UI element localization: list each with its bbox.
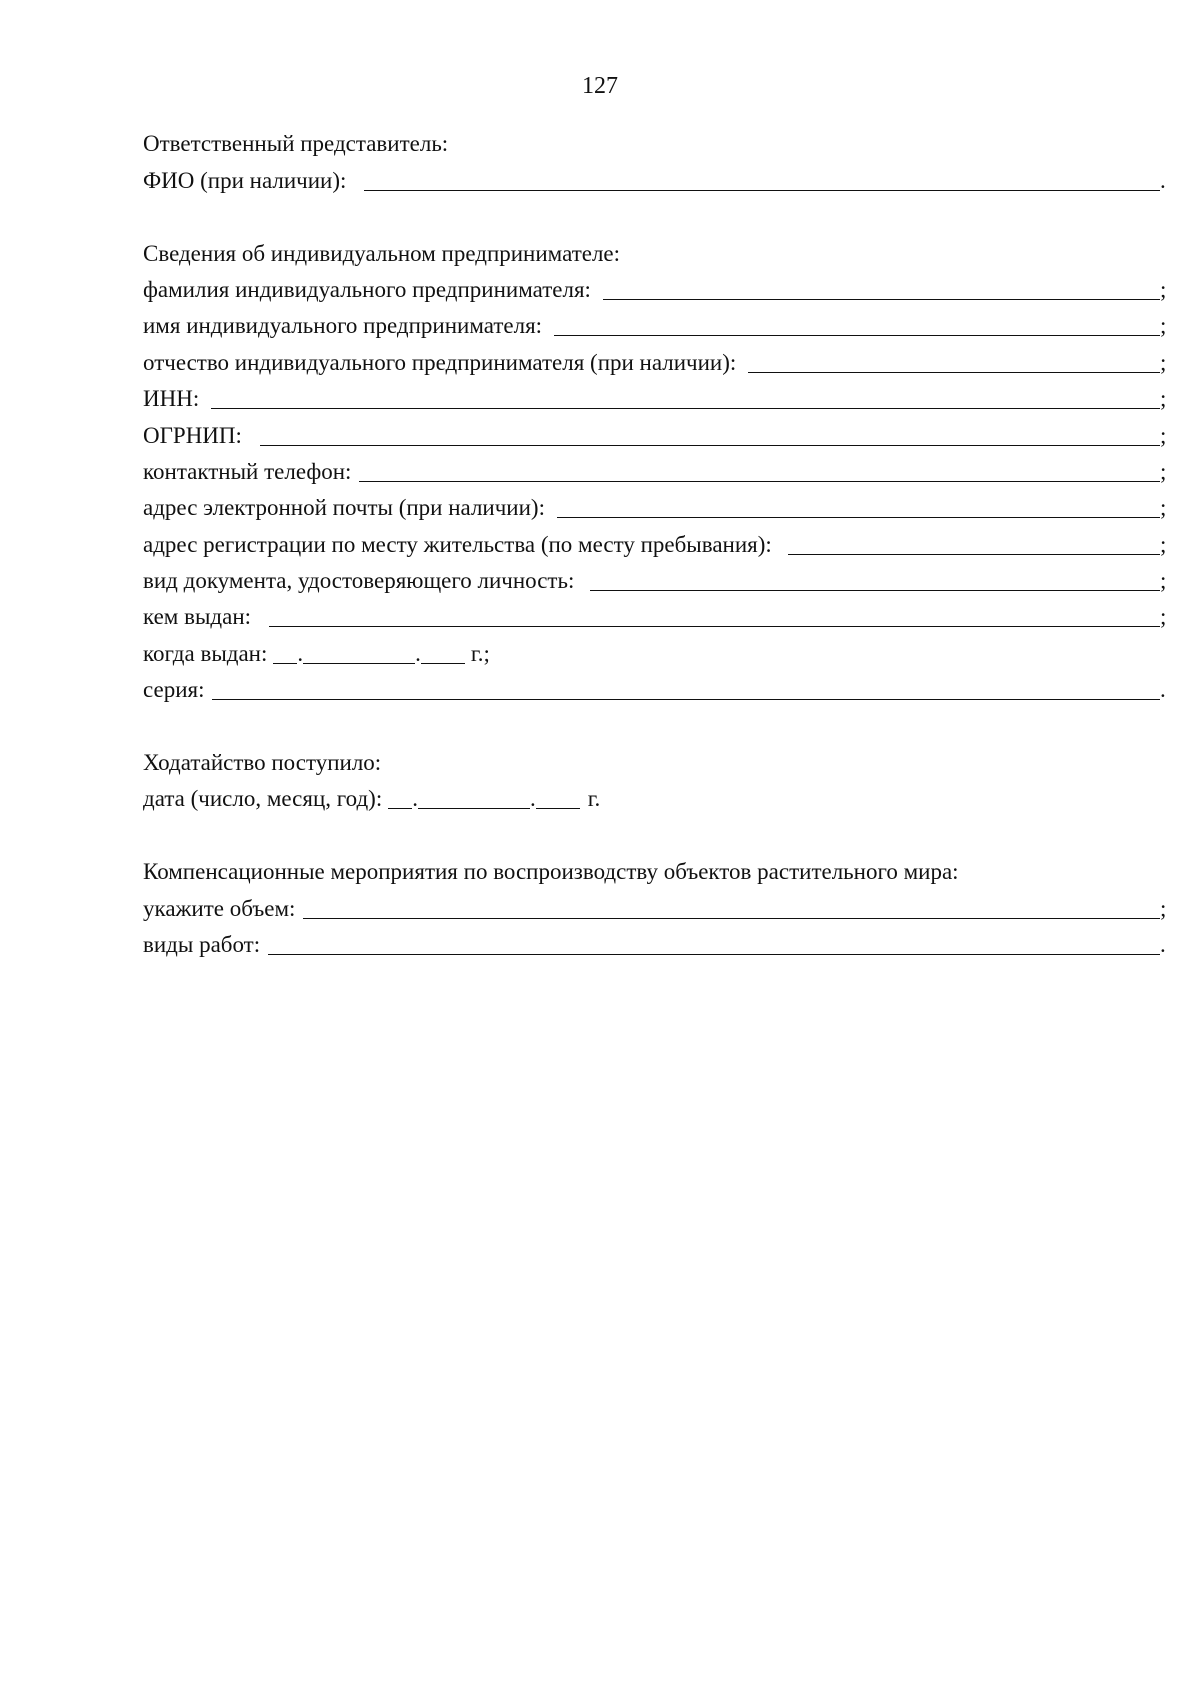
ogrnip-field-line	[143, 413, 1170, 449]
address-field-line	[143, 522, 1170, 558]
petition-date-field-line	[143, 777, 1170, 813]
fio-field-line	[143, 158, 1170, 194]
compensation-heading-line	[143, 850, 1170, 886]
phone-input-line[interactable]	[359, 459, 1160, 482]
compensation-heading: Компенсационные мероприятия по воспроизводству объектов растительного мира:	[143, 859, 959, 885]
petition-date-label: дата (число, месяц, год):	[143, 786, 383, 812]
surname-end-punct: ;	[1160, 276, 1167, 302]
works-end-punct: .	[1160, 931, 1166, 957]
email-input-line[interactable]	[557, 495, 1160, 518]
section-gap	[143, 195, 1170, 231]
petition-date-dot-2: .	[529, 786, 536, 812]
issued-date-suffix: г.;	[470, 640, 490, 666]
works-label: виды работ:	[143, 931, 261, 957]
volume-input-line[interactable]	[303, 896, 1160, 919]
fio-input-line[interactable]	[364, 168, 1160, 191]
entrepreneur-heading-line	[143, 231, 1170, 267]
series-field-line	[143, 668, 1170, 704]
patronymic-field-line	[143, 340, 1170, 376]
petition-month-input-line[interactable]	[418, 786, 530, 809]
section-gap	[143, 704, 1170, 740]
ogrnip-end-punct: ;	[1160, 422, 1167, 448]
section-gap	[143, 813, 1170, 849]
issued-date-dot-1: .	[297, 640, 304, 666]
petition-date-suffix: г.	[587, 786, 601, 812]
representative-heading-line	[143, 122, 1170, 158]
phone-label: контактный телефон:	[143, 458, 352, 484]
petition-date	[143, 785, 600, 813]
surname-input-line[interactable]	[603, 277, 1160, 300]
issued-when-date	[143, 640, 490, 668]
surname-field-line	[143, 268, 1170, 304]
issued-by-label: кем выдан:	[143, 604, 252, 630]
email-label: адрес электронной почты (при наличии):	[143, 495, 545, 521]
volume-end-punct: ;	[1160, 895, 1167, 921]
address-label: адрес регистрации по месту жительства (по месту пребывания):	[143, 531, 772, 557]
series-input-line[interactable]	[212, 677, 1160, 700]
name-input-line[interactable]	[554, 313, 1160, 336]
issued-when-field-line	[143, 631, 1170, 667]
page-number: 127	[582, 73, 618, 99]
id-document-label: вид документа, удостоверяющего личность:	[143, 568, 575, 594]
inn-label: ИНН:	[143, 386, 200, 412]
phone-end-punct: ;	[1160, 458, 1167, 484]
entrepreneur-heading: Сведения об индивидуальном предпринимателе:	[143, 240, 621, 266]
patronymic-input-line[interactable]	[748, 350, 1160, 373]
petition-date-dot-1: .	[412, 786, 418, 812]
series-end-punct: .	[1160, 677, 1166, 703]
id-document-field-line	[143, 559, 1170, 595]
name-field-line	[143, 304, 1170, 340]
issued-when-label: когда выдан:	[143, 640, 268, 666]
patronymic-end-punct: ;	[1160, 349, 1167, 375]
ogrnip-input-line[interactable]	[260, 423, 1160, 446]
works-field-line	[143, 923, 1170, 959]
email-field-line	[143, 486, 1170, 522]
petition-heading: Ходатайство поступило:	[143, 750, 382, 776]
inn-field-line	[143, 377, 1170, 413]
fio-end-punct: .	[1160, 167, 1166, 193]
inn-input-line[interactable]	[211, 386, 1160, 409]
fio-label: ФИО (при наличии):	[143, 167, 347, 193]
volume-field-line	[143, 886, 1170, 922]
ogrnip-label: ОГРНИП:	[143, 422, 242, 448]
issued-by-end-punct: ;	[1160, 604, 1167, 630]
petition-year-input-line[interactable]	[536, 786, 580, 809]
name-label: имя индивидуального предпринимателя:	[143, 313, 543, 339]
series-label: серия:	[143, 677, 205, 703]
issued-by-field-line	[143, 595, 1170, 631]
name-end-punct: ;	[1160, 313, 1167, 339]
id-document-end-punct: ;	[1160, 568, 1167, 594]
issued-date-dot-2: .	[415, 640, 421, 666]
volume-label: укажите объем:	[143, 895, 296, 921]
address-input-line[interactable]	[788, 532, 1160, 555]
inn-end-punct: ;	[1160, 386, 1167, 412]
issued-day-input-line[interactable]	[273, 641, 297, 664]
petition-heading-line	[143, 741, 1170, 777]
petition-day-input-line[interactable]	[388, 786, 412, 809]
phone-field-line	[143, 450, 1170, 486]
form-content	[143, 122, 1170, 959]
email-end-punct: ;	[1160, 495, 1167, 521]
works-input-line[interactable]	[268, 932, 1160, 955]
surname-label: фамилия индивидуального предпринимателя:	[143, 276, 591, 302]
representative-heading: Ответственный представитель:	[143, 131, 449, 157]
patronymic-label: отчество индивидуального предпринимателя (при наличии):	[143, 349, 737, 375]
issued-by-input-line[interactable]	[269, 604, 1160, 627]
issued-month-input-line[interactable]	[303, 641, 415, 664]
address-end-punct: ;	[1160, 531, 1167, 557]
issued-year-input-line[interactable]	[421, 641, 465, 664]
id-document-input-line[interactable]	[590, 568, 1160, 591]
